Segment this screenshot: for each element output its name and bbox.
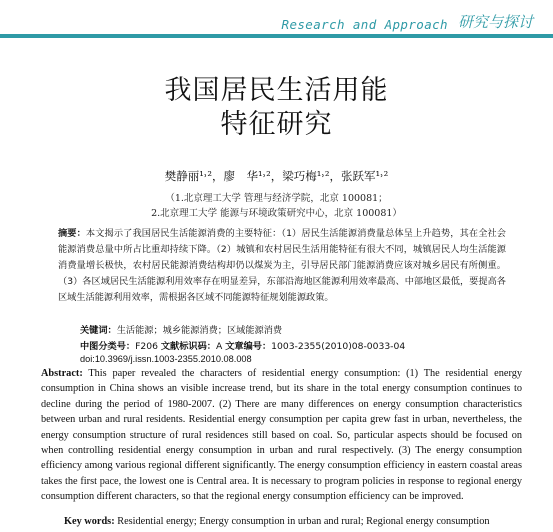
english-keywords <box>64 516 490 527</box>
affiliation-1: （1.北京理工大学 管理与经济学院，北京 100081； <box>165 193 388 204</box>
header-section-en: Research and Approach <box>281 17 448 32</box>
chinese-abstract-label: 摘要： <box>58 228 86 239</box>
header-rule <box>0 34 553 38</box>
doi: doi:10.3969/j.issn.1003-2355.2010.08.008 <box>80 354 252 364</box>
title-line-1: 我国居民生活用能 <box>164 75 389 106</box>
doc-code-value: A <box>216 341 223 352</box>
article-number-value: 1003-2355(2010)08-0033-04 <box>271 341 406 352</box>
english-abstract-text: This paper revealed the characters of residential energy consumption: (1) The residential energy consumption in China shows an visible increase trend, but its share in the total energy consumption continues to decline during the period of 1980-2007. (2) There are many differences on energy consumption characteristics between urban and rural residents. Residential energy consumption per capita grew fast in urban, nevertheless, the energy consumption structure of rural residences still based on coal. So, particular aspects should be focused on when controlling residential energy consumption in urban and rural respectively. (3) The energy consumption efficiency among various regional different significantly. The energy consumption efficiency in eastern coastal areas takes the first pace, the lowest one is Central area. It is necessary to program policies in response to regional energy consumption different characters, so that the regional energy consumption efficiency can be improved. <box>41 368 523 503</box>
author-list: 樊静丽¹˒²，廖 华¹˒²，梁巧梅¹˒²，张跃军¹˒² <box>164 169 389 183</box>
clc-label: 中图分类号： <box>80 341 136 352</box>
affiliation-2: 2.北京理工大学 能源与环境政策研究中心，北京 100081） <box>151 208 402 219</box>
clc-value: F206 <box>135 341 158 352</box>
english-keywords-text: Residential energy; Energy consumption in urban and rural; Regional energy consumption <box>117 516 490 527</box>
english-keywords-label: Key words: <box>64 516 115 527</box>
chinese-abstract-text: 本文揭示了我国居民生活能源消费的主要特征：（1）居民生活能源消费量总体呈上升趋势，其在全社会能源消费总量中所占比重却持续下降。（2）城镇和农村居民生活用能特征有很大不同，城镇居民人均生活能源消费量增长极快，农村居民能源消费结构却仍以煤炭为主，引导居民部门能源消费应该对城乡居民有所侧重。（3）各区域居民生活能源利用效率存在明显差异，东部沿海地区能源利用效率最高、中部地区最低，要提高各区域生活能源利用效率，需根据各区域不同能源特征规划能源政策。 <box>58 228 506 303</box>
running-header <box>282 6 533 32</box>
title-line-2: 特征研究 <box>220 109 333 140</box>
chinese-keywords-label: 关键词： <box>80 325 117 336</box>
english-abstract-label: Abstract: <box>41 368 83 379</box>
chinese-abstract <box>58 226 506 306</box>
paper-title <box>0 74 553 142</box>
doc-code-label: 文献标识码： <box>160 341 216 352</box>
chinese-keywords <box>80 322 282 336</box>
article-number-label: 文章编号： <box>225 341 272 352</box>
classification-line <box>80 338 405 352</box>
chinese-keywords-text: 生活能源；城乡能源消费；区域能源消费 <box>116 325 283 336</box>
english-abstract <box>41 366 522 505</box>
header-section-zh: 研究与探讨 <box>457 13 533 31</box>
